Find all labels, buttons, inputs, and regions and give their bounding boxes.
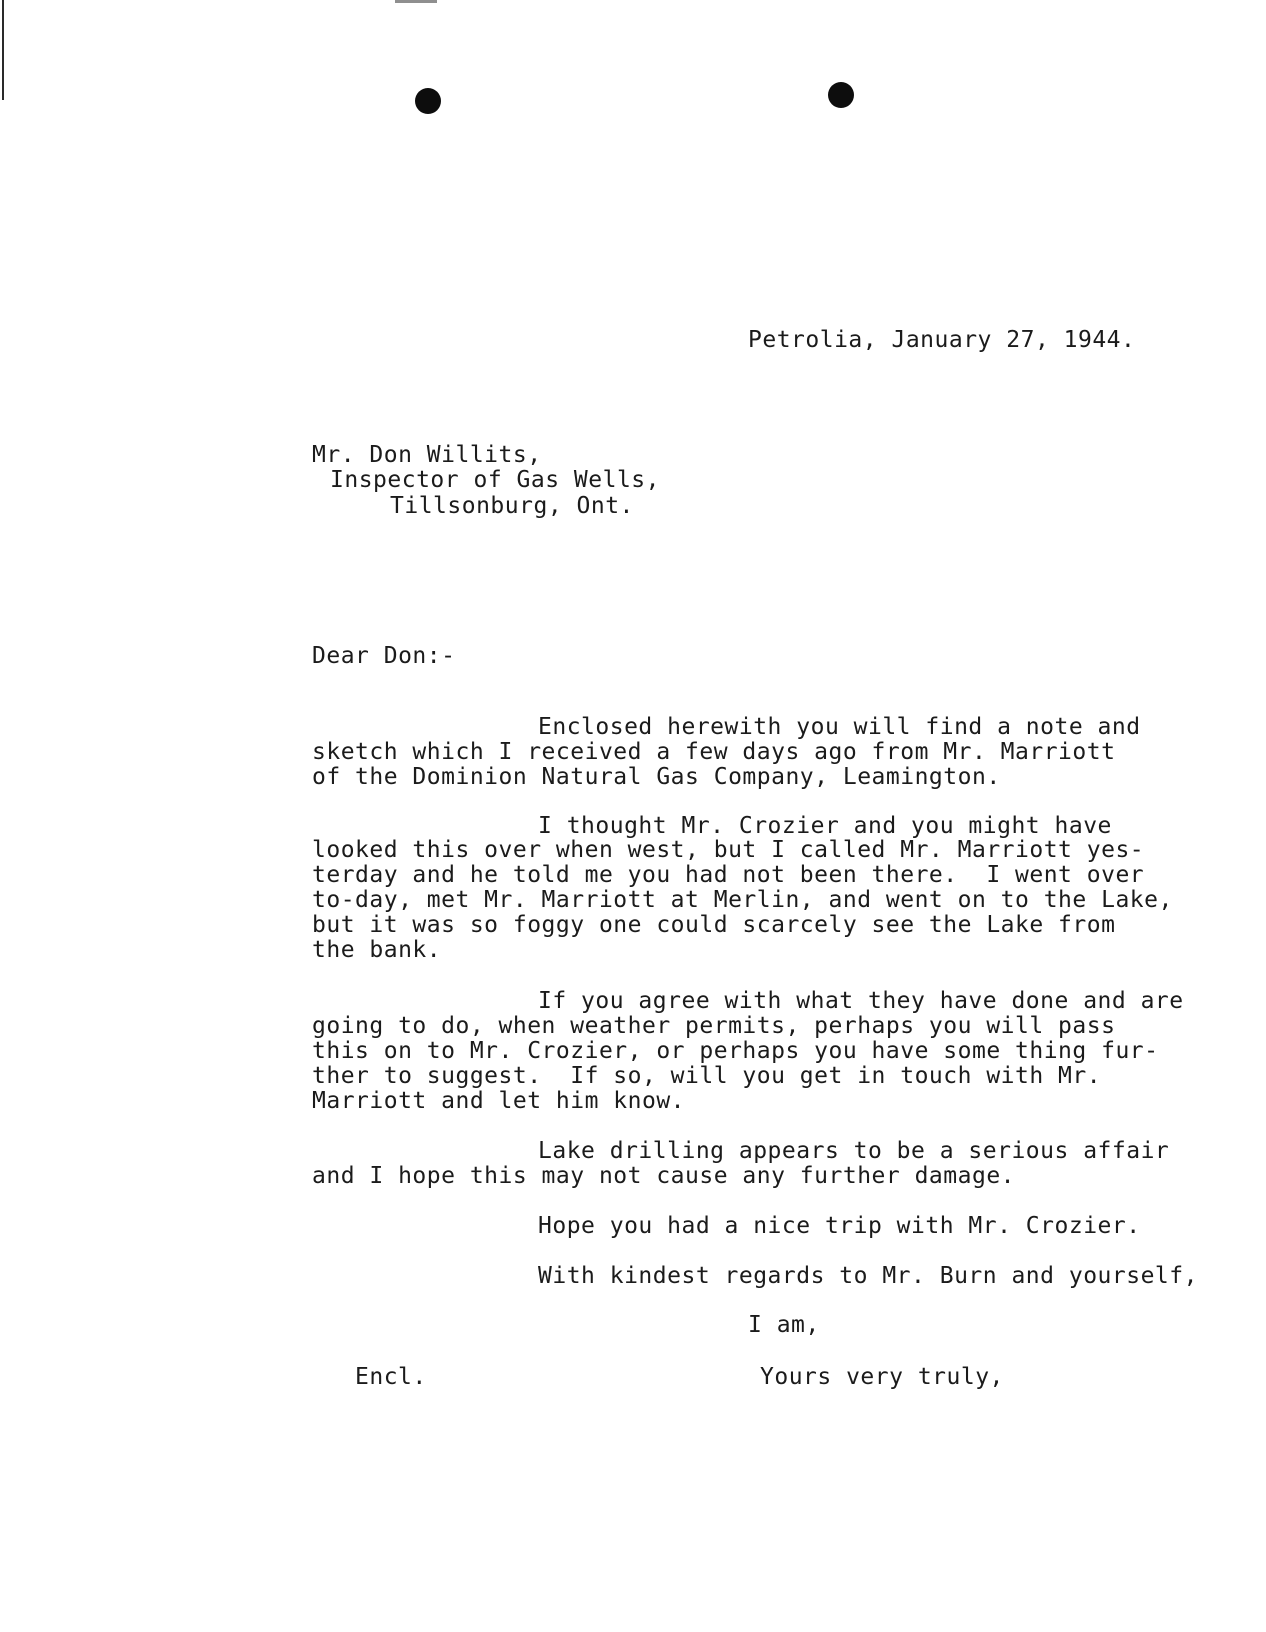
paragraph-1-line-1: Enclosed herewith you will find a note and	[538, 714, 1141, 740]
paragraph-2-line-1: I thought Mr. Crozier and you might have	[538, 813, 1112, 839]
addressee-title: Inspector of Gas Wells,	[330, 467, 660, 493]
page-edge-line	[2, 0, 4, 100]
paragraph-3-line-3: this on to Mr. Crozier, or perhaps you have some thing fur-	[312, 1038, 1159, 1064]
paragraph-4-line-1: Lake drilling appears to be a serious affair	[538, 1138, 1170, 1164]
complimentary-close: Yours very truly,	[760, 1364, 1004, 1390]
salutation: Dear Don:-	[312, 643, 456, 669]
addressee-name: Mr. Don Willits,	[312, 442, 542, 468]
punch-hole-right	[828, 82, 854, 108]
paragraph-1-line-3: of the Dominion Natural Gas Company, Leamington.	[312, 764, 1001, 790]
paragraph-2-line-4: to-day, met Mr. Marriott at Merlin, and went on to the Lake,	[312, 887, 1173, 913]
dateline: Petrolia, January 27, 1944.	[748, 327, 1136, 353]
paragraph-4-line-2: and I hope this may not cause any further damage.	[312, 1163, 1016, 1189]
closing-line-1: Hope you had a nice trip with Mr. Crozier.	[538, 1213, 1141, 1239]
paragraph-3-line-5: Marriott and let him know.	[312, 1088, 686, 1114]
paragraph-2-line-3: terday and he told me you had not been there. I went over	[312, 862, 1145, 888]
paragraph-1-line-2: sketch which I received a few days ago from Mr. Marriott	[312, 739, 1116, 765]
closing-line-2: With kindest regards to Mr. Burn and yourself,	[538, 1263, 1198, 1289]
enclosure-note: Encl.	[355, 1364, 427, 1390]
i-am-line: I am,	[748, 1312, 820, 1338]
paragraph-3-line-4: ther to suggest. If so, will you get in touch with Mr.	[312, 1063, 1102, 1089]
scan-smudge	[395, 0, 437, 3]
addressee-location: Tillsonburg, Ont.	[390, 493, 634, 519]
paragraph-3-line-2: going to do, when weather permits, perhaps you will pass	[312, 1013, 1116, 1039]
paragraph-3-line-1: If you agree with what they have done and are	[538, 988, 1184, 1014]
paragraph-2-line-6: the bank.	[312, 937, 442, 963]
punch-hole-left	[415, 88, 441, 114]
paragraph-2-line-5: but it was so foggy one could scarcely see the Lake from	[312, 912, 1116, 938]
paragraph-2-line-2: looked this over when west, but I called Mr. Marriott yes-	[312, 837, 1145, 863]
